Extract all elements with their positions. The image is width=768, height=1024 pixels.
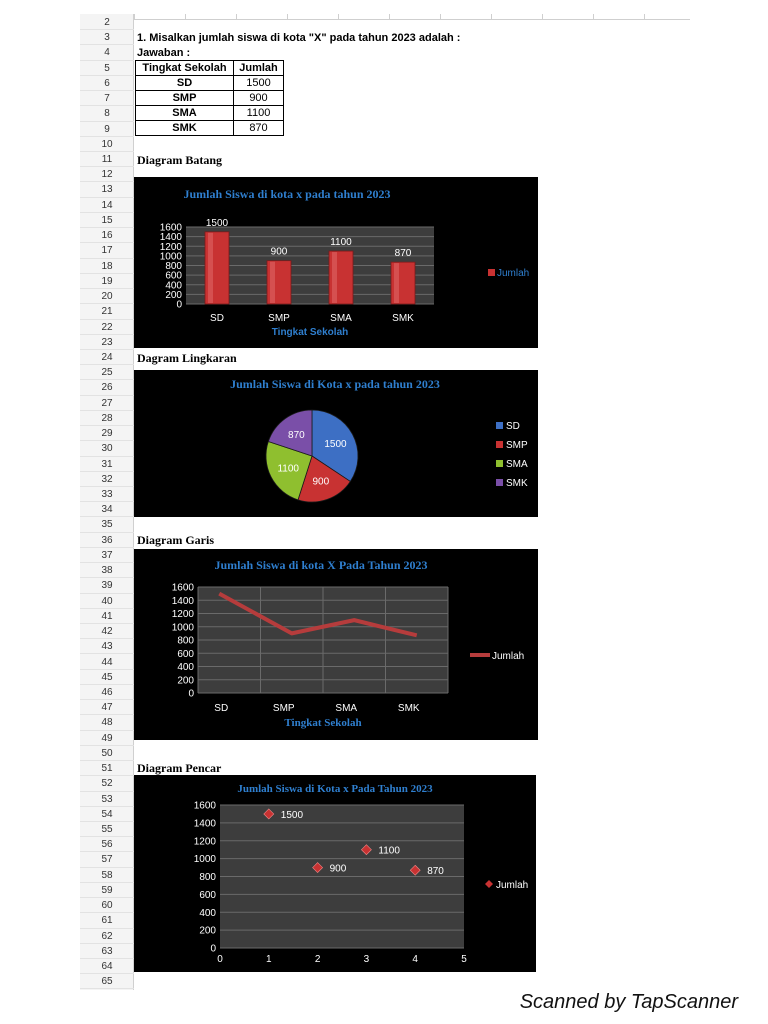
pie-chart[interactable] [134, 370, 538, 517]
row-number[interactable]: 60 [80, 898, 134, 913]
y-tick-label: 600 [165, 270, 182, 282]
row-number[interactable]: 48 [80, 715, 134, 730]
row-number[interactable]: 46 [80, 685, 134, 700]
y-tick-label: 1400 [171, 595, 194, 607]
chart-title: Jumlah Siswa di Kota x pada tahun 2023 [230, 377, 440, 391]
row-number[interactable]: 45 [80, 670, 134, 685]
column-gridline [185, 14, 186, 20]
y-tick-label: 1600 [193, 800, 216, 812]
row-number[interactable]: 59 [80, 883, 134, 898]
row-number[interactable]: 55 [80, 822, 134, 837]
table-row [136, 91, 284, 106]
row-number[interactable]: 32 [80, 472, 134, 487]
chart-title: Jumlah Siswa di kota X Pada Tahun 2023 [214, 558, 428, 572]
row-number[interactable]: 16 [80, 228, 134, 243]
row-number[interactable]: 37 [80, 548, 134, 563]
table-cell[interactable]: SD [136, 76, 234, 91]
legend-label: Jumlah [497, 268, 530, 279]
column-gridline [236, 14, 237, 20]
row-number[interactable]: 34 [80, 502, 134, 517]
y-tick-label: 600 [177, 648, 194, 660]
y-tick-label: 400 [177, 662, 194, 673]
section-title-line: Diagram Garis [137, 533, 214, 547]
row-number[interactable]: 7 [80, 91, 134, 106]
column-grid [134, 14, 690, 20]
row-number[interactable]: 4 [80, 45, 134, 60]
table-row [136, 76, 284, 91]
row-number[interactable]: 44 [80, 655, 134, 670]
data-label: 1100 [378, 845, 400, 857]
row-number[interactable]: 41 [80, 609, 134, 624]
table-cell[interactable]: SMA [136, 106, 234, 121]
x-tick-label: 3 [363, 954, 370, 965]
data-label: 900 [312, 476, 330, 488]
y-tick-label: 200 [165, 289, 182, 301]
y-tick-label: 1200 [159, 241, 182, 253]
y-tick-label: 0 [188, 688, 194, 700]
y-tick-label: 200 [177, 675, 194, 687]
table-cell[interactable]: SMK [136, 121, 234, 136]
column-gridline [593, 14, 594, 20]
y-tick-label: 800 [177, 635, 194, 647]
table-row [136, 121, 284, 136]
data-table [135, 60, 284, 136]
legend-swatch [485, 880, 493, 888]
bar-chart[interactable] [134, 177, 538, 348]
line-chart[interactable] [134, 549, 538, 740]
row-number[interactable]: 21 [80, 304, 134, 319]
row-number[interactable]: 47 [80, 700, 134, 715]
column-gridline [542, 14, 543, 20]
y-tick-label: 800 [199, 872, 216, 883]
row-number[interactable]: 61 [80, 913, 134, 928]
legend-label: SD [506, 421, 520, 432]
row-number[interactable]: 29 [80, 426, 134, 441]
row-number[interactable]: 24 [80, 350, 134, 365]
data-label: 1500 [324, 438, 347, 450]
column-gridline [287, 14, 288, 20]
legend-label: SMK [506, 478, 528, 489]
data-label: 870 [288, 429, 305, 441]
row-number[interactable]: 20 [80, 289, 134, 304]
x-tick-label: SMA [335, 703, 358, 714]
legend-swatch [496, 441, 503, 448]
row-number[interactable]: 6 [80, 76, 134, 91]
row-number[interactable]: 26 [80, 380, 134, 395]
table-cell[interactable]: 900 [234, 91, 284, 106]
bar-highlight [270, 262, 275, 303]
data-label: 1500 [205, 217, 229, 229]
x-tick-label: 5 [461, 954, 467, 965]
data-label: 1100 [277, 463, 299, 475]
row-number[interactable]: 2 [80, 15, 134, 30]
row-number[interactable]: 33 [80, 487, 134, 502]
x-axis-label: Tingkat Sekolah [284, 717, 362, 729]
table-row [136, 106, 284, 121]
row-number[interactable]: 50 [80, 746, 134, 761]
y-tick-label: 1000 [171, 622, 194, 634]
row-number[interactable]: 56 [80, 837, 134, 852]
row-number[interactable]: 43 [80, 639, 134, 654]
row-number[interactable]: 12 [80, 167, 134, 182]
row-number[interactable]: 51 [80, 761, 134, 776]
column-gridline [440, 14, 441, 20]
x-tick-label: 2 [314, 954, 321, 965]
data-label: 1500 [280, 809, 304, 821]
x-tick-label: 1 [266, 954, 272, 965]
row-number[interactable]: 65 [80, 974, 134, 989]
row-number[interactable]: 27 [80, 396, 134, 411]
data-label: 900 [329, 863, 347, 875]
column-gridline [491, 14, 492, 20]
row-number[interactable]: 64 [80, 959, 134, 974]
y-tick-label: 1600 [159, 222, 182, 234]
y-tick-label: 800 [165, 261, 182, 272]
row-number[interactable]: 52 [80, 776, 134, 791]
row-number[interactable]: 22 [80, 320, 134, 335]
section-title-bar: Diagram Batang [137, 153, 222, 167]
legend-swatch [496, 422, 503, 429]
row-number[interactable]: 25 [80, 365, 134, 380]
y-tick-label: 1400 [159, 232, 182, 244]
x-tick-label: SD [210, 313, 224, 324]
y-tick-label: 400 [165, 280, 182, 292]
x-tick-label: SMP [268, 313, 290, 324]
row-number[interactable]: 38 [80, 563, 134, 578]
table-header-row [136, 61, 284, 76]
chart-title: Jumlah Siswa di Kota x Pada Tahun 2023 [237, 783, 433, 795]
bar-highlight [208, 233, 213, 303]
row-number[interactable]: 28 [80, 411, 134, 426]
row-number[interactable]: 30 [80, 441, 134, 456]
bar-highlight [394, 263, 399, 303]
y-tick-label: 1200 [193, 836, 216, 848]
table-header-cell[interactable]: Tingkat Sekolah [136, 61, 234, 76]
column-gridline [338, 14, 339, 20]
y-tick-label: 0 [210, 943, 216, 955]
row-number[interactable]: 49 [80, 731, 134, 746]
column-gridline [644, 14, 645, 20]
column-gridline [134, 14, 135, 20]
row-number[interactable]: 17 [80, 243, 134, 258]
bar-highlight [332, 252, 337, 303]
scatter-chart[interactable] [134, 775, 536, 972]
row-number[interactable]: 40 [80, 594, 134, 609]
row-number[interactable]: 58 [80, 868, 134, 883]
data-label: 900 [270, 246, 288, 258]
row-number[interactable]: 62 [80, 929, 134, 944]
row-number[interactable]: 11 [80, 152, 134, 167]
table-cell[interactable]: SMP [136, 91, 234, 106]
table-cell[interactable]: 1100 [234, 106, 284, 121]
row-number[interactable]: 5 [80, 61, 134, 76]
y-tick-label: 200 [199, 925, 216, 937]
column-gridline [389, 14, 390, 20]
row-number[interactable]: 14 [80, 198, 134, 213]
y-tick-label: 600 [199, 889, 216, 901]
y-tick-label: 1200 [171, 609, 194, 620]
chart-title: Jumlah Siswa di kota x pada tahun 2023 [183, 187, 391, 201]
row-number[interactable]: 53 [80, 792, 134, 807]
section-title-pie: Dagram Lingkaran [137, 351, 237, 365]
x-tick-label: 4 [412, 954, 418, 965]
y-tick-label: 0 [176, 299, 182, 311]
row-number[interactable]: 10 [80, 137, 134, 152]
row-number[interactable]: 42 [80, 624, 134, 639]
row-number[interactable]: 54 [80, 807, 134, 822]
row-number[interactable]: 57 [80, 852, 134, 867]
x-tick-label: SMK [397, 703, 420, 714]
scan-watermark: Scanned by TapScanner [519, 991, 738, 1013]
row-number[interactable]: 63 [80, 944, 134, 959]
data-label: 1100 [330, 237, 352, 249]
legend-label: SMA [506, 459, 528, 470]
x-tick-label: SMK [392, 313, 414, 324]
row-number[interactable]: 8 [80, 106, 134, 121]
x-tick-label: 0 [217, 954, 223, 965]
y-tick-label: 1600 [171, 582, 194, 594]
legend-label: SMP [506, 440, 528, 451]
x-axis-label: Tingkat Sekolah [271, 327, 349, 338]
y-tick-label: 1000 [159, 251, 182, 263]
row-number[interactable]: 39 [80, 578, 134, 593]
row-number[interactable]: 18 [80, 259, 134, 274]
x-tick-label: SMA [330, 313, 352, 324]
row-number[interactable]: 31 [80, 457, 134, 472]
x-tick-label: SD [214, 703, 229, 714]
x-tick-label: SMP [272, 703, 295, 714]
y-tick-label: 1000 [193, 854, 216, 866]
row-number[interactable]: 36 [80, 533, 134, 548]
row-number[interactable]: 19 [80, 274, 134, 289]
row-number[interactable]: 13 [80, 182, 134, 197]
table-cell[interactable]: 1500 [234, 76, 284, 91]
row-number[interactable]: 23 [80, 335, 134, 350]
data-label: 870 [427, 866, 444, 878]
legend-swatch [488, 269, 495, 276]
legend-swatch [496, 479, 503, 486]
row-number[interactable]: 9 [80, 122, 134, 137]
legend-swatch [496, 460, 503, 467]
row-number-column [80, 14, 134, 990]
legend-label: Jumlah [492, 651, 525, 662]
section-title-scatter: Diagram Pencar [137, 761, 222, 775]
y-tick-label: 1400 [193, 818, 216, 830]
table-cell[interactable]: 870 [234, 121, 284, 136]
table-header-cell[interactable]: Jumlah [234, 61, 284, 76]
row-number[interactable]: 15 [80, 213, 134, 228]
data-label: 870 [394, 248, 412, 260]
y-tick-label: 400 [199, 907, 216, 919]
row-number[interactable]: 3 [80, 30, 134, 45]
legend-label: Jumlah [496, 880, 529, 891]
answer-label: Jawaban : [137, 47, 191, 59]
row-number[interactable]: 35 [80, 517, 134, 532]
question-text: 1. Misalkan jumlah siswa di kota "X" pada tahun 2023 adalah : [137, 32, 461, 44]
